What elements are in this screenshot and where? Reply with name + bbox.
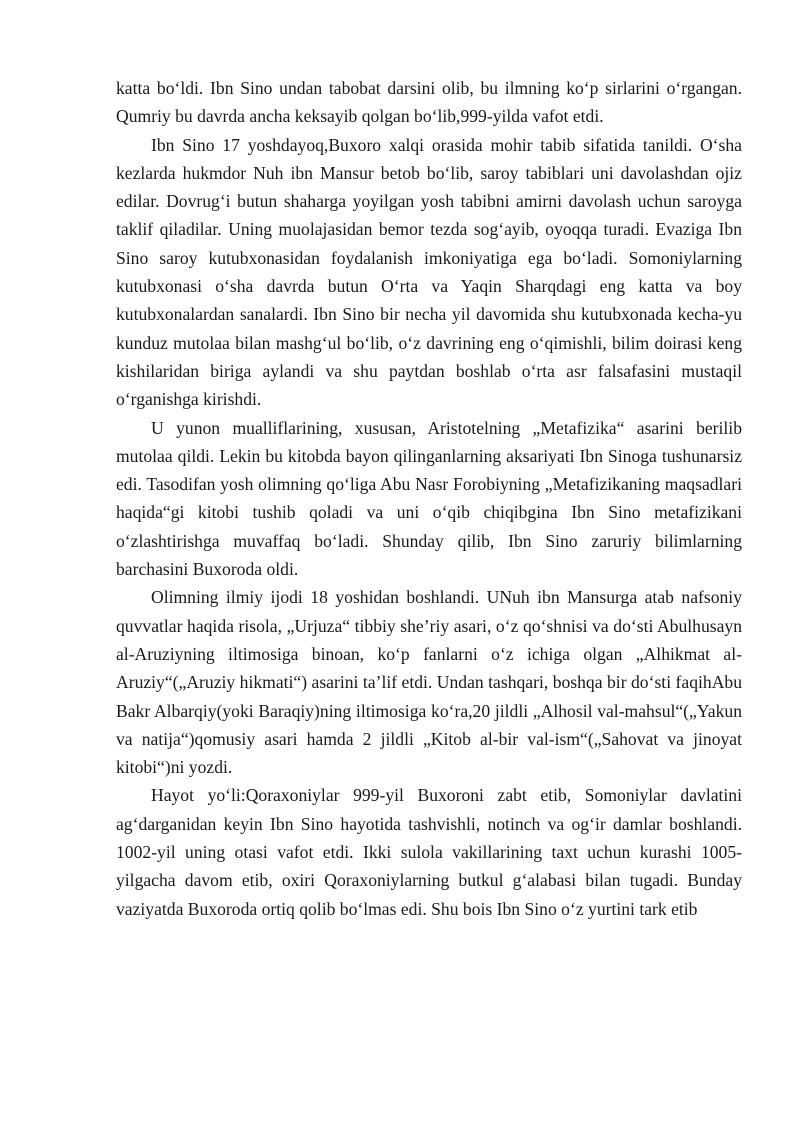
document-body <box>116 74 742 923</box>
paragraph-scientific-work: Olimning ilmiy ijodi 18 yoshidan boshlandi. UNuh ibn Mansurga atab nafsoniy quvvatlar haqida risola, „Urjuza“ tibbiy she’riy asari, o‘z qo‘shnisi va do‘sti Abulhusayn al-Aruziyning iltimosiga binoan, ko‘p fanlarni o‘z ichiga olgan „Alhikmat al-Aruziy“(„Aruziy hikmati“) asarini ta’lif etdi. Undan tashqari, boshqa bir do‘sti faqihAbu Bakr Albarqiy(yoki Baraqiy)ning iltimosiga ko‘ra,20 jildli „Alhosil val-mahsul“(„Yakun va natija“)qomusiy asari hamda 2 jildli „Kitob al-bir val-ism“(„Sahovat va jinoyat kitobi“)ni yozdi. <box>116 587 742 778</box>
paragraph-life-path: Hayot yo‘li:Qoraxoniylar 999-yil Buxoroni zabt etib, Somoniylar davlatini ag‘darganidan keyin Ibn Sino hayotida tashvishli, notinch va og‘ir damlar boshlandi. 1002-yil uning otasi vafot etdi. Ikki sulola vakillarining taxt uchun kurashi 1005-yilgacha davom etib, oxiri Qoraxoniylarning butkul g‘alabasi bilan tugadi. Bunday vaziyatda Buxoroda ortiq qolib bo‘lmas edi. Shu bois Ibn Sino o‘z yurtini tark etib <box>116 785 742 919</box>
paragraph-metaphysics: U yunon mualliflarining, xususan, Aristotelning „Metafizika“ asarini berilib mutolaa qildi. Lekin bu kitobda bayon qilinganlarning aksariyati Ibn Sinoga tushunarsiz edi. Tasodifan yosh olimning qo‘liga Abu Nasr Forobiyning „Metafizikaning maqsadlari haqida“gi kitobi tushib qoladi va uni o‘qib chiqibgina Ibn Sino metafizikani o‘zlashtirishga muvaffaq bo‘ladi. Shunday qilib, Ibn Sino zaruriy bilimlarning barchasini Buxoroda oldi. <box>116 417 742 580</box>
paragraph-continuation: katta bo‘ldi. Ibn Sino undan tabobat darsini olib, bu ilmning ko‘p sirlarini o‘rgangan. Qumriy bu davrda ancha keksayib qolgan bo‘lib,999-yilda vafot etdi. <box>116 78 742 127</box>
paragraph-healer-fame: Ibn Sino 17 yoshdayoq,Buxoro xalqi orasida mohir tabib sifatida tanildi. O‘sha kezlarda hukmdor Nuh ibn Mansur betob bo‘lib, saroy tabiblari uni davolashdan ojiz edilar. Dovrug‘i butun shaharga yoyilgan yosh tabibni amirni davolash uchun saroyga taklif qiladilar. Uning muolajasidan bemor tezda sog‘ayib, oyoqqa turadi. Evaziga Ibn Sino saroy kutubxonasidan foydalanish imkoniyatiga ega bo‘ladi. Somoniylarning kutubxonasi o‘sha davrda butun O‘rta va Yaqin Sharqdagi eng katta va boy kutubxonalardan sanalardi. Ibn Sino bir necha yil davomida shu kutubxonada kecha-yu kunduz mutolaa bilan mashg‘ul bo‘lib, o‘z davrining eng o‘qimishli, bilim doirasi keng kishilaridan biriga aylandi va shu paytdan boshlab o‘rta asr falsafasini mustaqil o‘rganishga kirishdi. <box>116 134 742 410</box>
